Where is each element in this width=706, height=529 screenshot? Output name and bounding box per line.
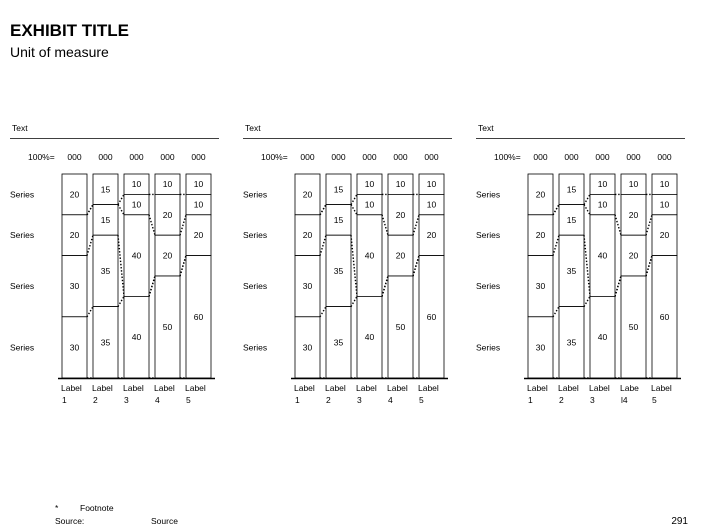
data-label: 15 — [100, 184, 111, 195]
data-label: 30 — [535, 281, 546, 292]
connector-line — [180, 256, 186, 276]
data-label: 35 — [566, 265, 577, 276]
connector-line — [87, 205, 93, 215]
data-label: 20 — [535, 189, 546, 200]
series-row-label: Series — [476, 230, 501, 241]
panel-title: Text — [12, 123, 28, 133]
connector-line — [646, 215, 652, 235]
data-label: 40 — [131, 250, 142, 261]
total-value: 000 — [595, 152, 610, 162]
panel-title: Text — [478, 123, 494, 133]
category-label: 2 — [559, 395, 564, 405]
connector-line — [351, 205, 357, 215]
data-label: 35 — [100, 265, 111, 276]
data-label: 10 — [193, 179, 204, 190]
series-row-label: Series — [476, 342, 501, 353]
data-label: 15 — [333, 214, 344, 225]
category-label: Label — [527, 383, 548, 393]
total-value: 000 — [564, 152, 579, 162]
category-label: Label — [294, 383, 315, 393]
data-label: 15 — [566, 214, 577, 225]
connector-line — [615, 215, 621, 235]
data-label: 30 — [69, 281, 80, 292]
category-label: 2 — [326, 395, 331, 405]
category-label: Label — [61, 383, 82, 393]
connector-line — [584, 194, 590, 204]
data-label: 20 — [162, 250, 173, 261]
category-label: 1 — [62, 395, 67, 405]
data-label: 10 — [364, 199, 375, 210]
data-label: 20 — [193, 230, 204, 241]
data-label: 30 — [302, 342, 313, 353]
total-value: 000 — [98, 152, 113, 162]
data-label: 40 — [597, 332, 608, 343]
total-prefix-label: 100%= — [261, 152, 288, 162]
total-value: 000 — [160, 152, 175, 162]
connector-line — [118, 205, 124, 215]
series-row-label: Series — [243, 342, 268, 353]
data-label: 35 — [566, 337, 577, 348]
connector-line — [149, 276, 155, 296]
total-value: 000 — [626, 152, 641, 162]
source-text: Source — [151, 516, 178, 526]
total-prefix-label: 100%= — [28, 152, 55, 162]
source-label: Source: — [55, 516, 85, 526]
data-label: 10 — [597, 179, 608, 190]
data-label: 20 — [395, 209, 406, 220]
data-label: 10 — [597, 199, 608, 210]
data-label: 15 — [566, 184, 577, 195]
connector-line — [382, 276, 388, 296]
page-number: 291 — [671, 516, 688, 527]
total-value: 000 — [362, 152, 377, 162]
category-label: Label — [558, 383, 579, 393]
total-value: 000 — [67, 152, 82, 162]
connector-line — [351, 296, 357, 306]
data-label: 10 — [426, 179, 437, 190]
connector-line — [320, 307, 326, 317]
data-label: 20 — [426, 230, 437, 241]
category-label: Label — [325, 383, 346, 393]
data-label: 10 — [659, 179, 670, 190]
connector-line — [351, 235, 357, 296]
data-label: 20 — [659, 230, 670, 241]
category-label: Labe — [620, 383, 639, 393]
data-label: 10 — [426, 199, 437, 210]
data-label: 10 — [628, 179, 639, 190]
category-label: 3 — [590, 395, 595, 405]
category-label: Label — [651, 383, 672, 393]
connector-line — [149, 215, 155, 235]
total-value: 000 — [533, 152, 548, 162]
connector-line — [584, 296, 590, 306]
series-row-label: Series — [243, 281, 268, 292]
total-prefix-label: 100%= — [494, 152, 521, 162]
connector-line — [553, 307, 559, 317]
connector-line — [553, 235, 559, 255]
connector-line — [87, 235, 93, 255]
series-row-label: Series — [10, 281, 35, 292]
data-label: 35 — [333, 337, 344, 348]
total-value: 000 — [393, 152, 408, 162]
data-label: 20 — [395, 250, 406, 261]
data-label: 20 — [302, 189, 313, 200]
category-label: 4 — [388, 395, 393, 405]
category-label: 3 — [357, 395, 362, 405]
panel-title: Text — [245, 123, 261, 133]
data-label: 20 — [628, 250, 639, 261]
data-label: 10 — [193, 199, 204, 210]
data-label: 20 — [535, 230, 546, 241]
page-title: EXHIBIT TITLE — [10, 21, 129, 40]
data-label: 60 — [659, 311, 670, 322]
category-label: 4 — [155, 395, 160, 405]
category-label: 1 — [528, 395, 533, 405]
category-label: 2 — [93, 395, 98, 405]
series-row-label: Series — [10, 189, 35, 200]
series-row-label: Series — [243, 230, 268, 241]
category-label: 5 — [652, 395, 657, 405]
total-value: 000 — [424, 152, 439, 162]
connector-line — [87, 307, 93, 317]
category-label: Label — [185, 383, 206, 393]
category-label: Label — [418, 383, 439, 393]
series-row-label: Series — [476, 189, 501, 200]
data-label: 10 — [131, 199, 142, 210]
connector-line — [118, 194, 124, 204]
category-label: 3 — [124, 395, 129, 405]
connector-line — [413, 256, 419, 276]
category-label: 5 — [419, 395, 424, 405]
data-label: 50 — [628, 322, 639, 332]
connector-line — [584, 205, 590, 215]
data-label: 60 — [426, 311, 437, 322]
data-label: 10 — [131, 179, 142, 190]
total-value: 000 — [657, 152, 672, 162]
data-label: 30 — [302, 281, 313, 292]
data-label: 50 — [395, 322, 406, 332]
total-value: 000 — [129, 152, 144, 162]
series-row-label: Series — [243, 189, 268, 200]
connector-line — [382, 215, 388, 235]
series-row-label: Series — [476, 281, 501, 292]
data-label: 30 — [535, 342, 546, 353]
data-label: 35 — [100, 337, 111, 348]
data-label: 35 — [333, 265, 344, 276]
data-label: 50 — [162, 322, 173, 332]
connector-line — [320, 235, 326, 255]
data-label: 20 — [69, 230, 80, 241]
connector-line — [118, 296, 124, 306]
footnote-text: Footnote — [80, 503, 114, 513]
data-label: 40 — [364, 250, 375, 261]
data-label: 40 — [364, 332, 375, 343]
connector-line — [584, 235, 590, 296]
connector-line — [118, 235, 124, 296]
category-label: Label — [387, 383, 408, 393]
page-subtitle: Unit of measure — [10, 44, 109, 60]
series-row-label: Series — [10, 342, 35, 353]
data-label: 10 — [364, 179, 375, 190]
connector-line — [180, 215, 186, 235]
data-label: 10 — [659, 199, 670, 210]
connector-line — [553, 205, 559, 215]
data-label: 20 — [162, 209, 173, 220]
category-label: Label — [92, 383, 113, 393]
footnote-marker: * — [55, 503, 59, 513]
category-label: Label — [589, 383, 610, 393]
category-label: 5 — [186, 395, 191, 405]
connector-line — [615, 276, 621, 296]
category-label: 1 — [295, 395, 300, 405]
data-label: 40 — [131, 332, 142, 343]
total-value: 000 — [331, 152, 346, 162]
data-label: 40 — [597, 250, 608, 261]
data-label: 20 — [69, 189, 80, 200]
data-label: 10 — [395, 179, 406, 190]
data-label: 60 — [193, 311, 204, 322]
data-label: 15 — [100, 214, 111, 225]
category-label: l4 — [621, 395, 628, 405]
series-row-label: Series — [10, 230, 35, 241]
connector-line — [351, 194, 357, 204]
total-value: 000 — [300, 152, 315, 162]
data-label: 30 — [69, 342, 80, 353]
category-label: Label — [154, 383, 175, 393]
total-value: 000 — [191, 152, 206, 162]
connector-line — [646, 256, 652, 276]
data-label: 10 — [162, 179, 173, 190]
category-label: Label — [123, 383, 144, 393]
category-label: Label — [356, 383, 377, 393]
connector-line — [320, 205, 326, 215]
data-label: 20 — [628, 209, 639, 220]
connector-line — [413, 215, 419, 235]
data-label: 15 — [333, 184, 344, 195]
data-label: 20 — [302, 230, 313, 241]
